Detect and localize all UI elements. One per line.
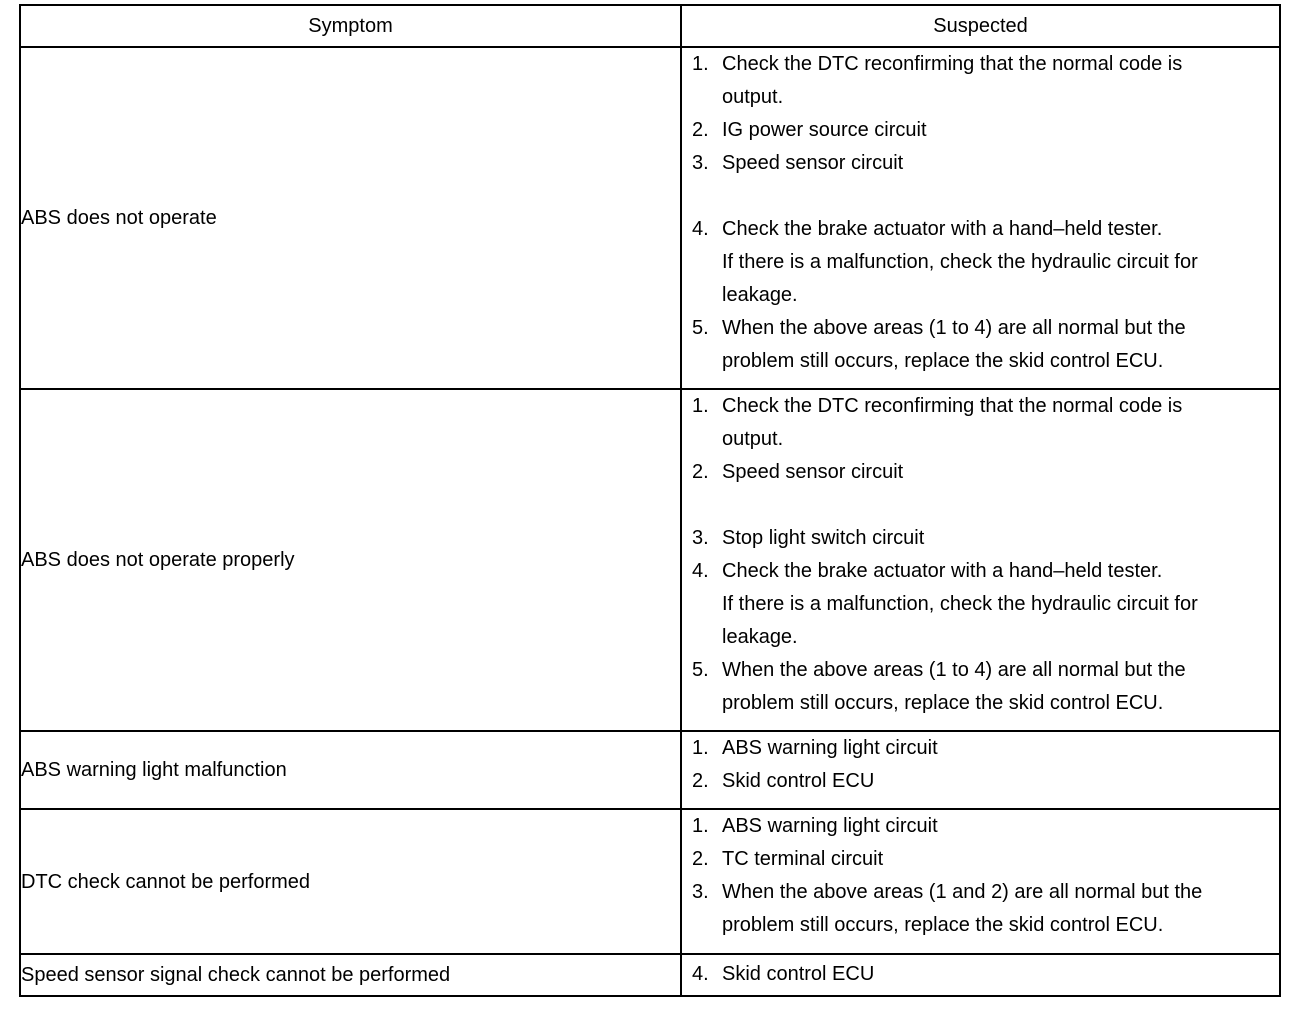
table-row bbox=[20, 731, 1280, 809]
item-text bbox=[722, 390, 1279, 456]
item-text bbox=[722, 810, 1279, 843]
item-line: problem still occurs, replace the skid control ECU. bbox=[722, 914, 1164, 936]
item-line: output. bbox=[722, 86, 784, 108]
suspected-list bbox=[682, 48, 1279, 378]
suspected-cell bbox=[681, 731, 1280, 809]
list-item bbox=[682, 390, 1279, 456]
symptom-cell: DTC check cannot be performed bbox=[20, 809, 681, 954]
header-suspected: Suspected bbox=[681, 5, 1280, 47]
list-item bbox=[682, 522, 1279, 555]
list-item bbox=[682, 147, 1279, 180]
item-line: Skid control ECU bbox=[722, 770, 875, 792]
item-text bbox=[722, 958, 1279, 991]
symptom-cell: ABS does not operate bbox=[20, 47, 681, 389]
item-line: Check the brake actuator with a hand–held tester. bbox=[722, 218, 1163, 240]
list-item bbox=[682, 555, 1279, 654]
item-number: 4. bbox=[692, 560, 709, 582]
symptom-cell: ABS warning light malfunction bbox=[20, 731, 681, 809]
item-text bbox=[722, 213, 1279, 312]
suspected-cell bbox=[681, 47, 1280, 389]
item-text bbox=[722, 522, 1279, 555]
item-line: Check the DTC reconfirming that the normal code is bbox=[722, 395, 1183, 417]
item-text bbox=[722, 765, 1279, 798]
item-text bbox=[722, 876, 1279, 942]
list-item bbox=[682, 765, 1279, 798]
suspected-cell bbox=[681, 389, 1280, 731]
item-number: 1. bbox=[692, 53, 709, 75]
item-number: 1. bbox=[692, 395, 709, 417]
item-number: 3. bbox=[692, 527, 709, 549]
item-number: 3. bbox=[692, 152, 709, 174]
item-number: 2. bbox=[692, 848, 709, 870]
item-line: ABS warning light circuit bbox=[722, 815, 938, 837]
item-line: When the above areas (1 and 2) are all normal but the bbox=[722, 881, 1203, 903]
item-line: If there is a malfunction, check the hydraulic circuit for bbox=[722, 593, 1198, 615]
item-text bbox=[722, 114, 1279, 147]
item-number: 3. bbox=[692, 881, 709, 903]
list-item bbox=[682, 312, 1279, 378]
item-text bbox=[722, 843, 1279, 876]
list-item bbox=[682, 213, 1279, 312]
item-line: Check the DTC reconfirming that the normal code is bbox=[722, 53, 1183, 75]
suspected-list bbox=[682, 732, 1279, 798]
item-text bbox=[722, 732, 1279, 765]
table-row bbox=[20, 809, 1280, 954]
header-symptom: Symptom bbox=[20, 5, 681, 47]
list-item bbox=[682, 732, 1279, 765]
item-line: IG power source circuit bbox=[722, 119, 927, 141]
item-text bbox=[722, 555, 1279, 654]
item-line: leakage. bbox=[722, 284, 798, 306]
symptom-cell: ABS does not operate properly bbox=[20, 389, 681, 731]
item-number: 4. bbox=[692, 218, 709, 240]
item-line: problem still occurs, replace the skid control ECU. bbox=[722, 692, 1164, 714]
item-line: leakage. bbox=[722, 626, 798, 648]
item-text bbox=[722, 48, 1279, 114]
list-item bbox=[682, 654, 1279, 720]
item-number: 1. bbox=[692, 815, 709, 837]
item-line: TC terminal circuit bbox=[722, 848, 884, 870]
item-number: 5. bbox=[692, 659, 709, 681]
item-number: 1. bbox=[692, 737, 709, 759]
item-text bbox=[722, 147, 1279, 180]
item-text bbox=[722, 654, 1279, 720]
table-row bbox=[20, 389, 1280, 731]
list-item bbox=[682, 48, 1279, 114]
item-text bbox=[722, 312, 1279, 378]
item-line: output. bbox=[722, 428, 784, 450]
header-row bbox=[20, 5, 1280, 47]
item-number: 4. bbox=[692, 963, 709, 985]
item-line: problem still occurs, replace the skid control ECU. bbox=[722, 350, 1164, 372]
item-number: 5. bbox=[692, 317, 709, 339]
list-item bbox=[682, 958, 1279, 991]
list-item bbox=[682, 810, 1279, 843]
suspected-list bbox=[682, 390, 1279, 720]
symptom-cell: Speed sensor signal check cannot be performed bbox=[20, 954, 681, 996]
table-row bbox=[20, 954, 1280, 996]
item-line: ABS warning light circuit bbox=[722, 737, 938, 759]
item-number: 2. bbox=[692, 461, 709, 483]
list-item bbox=[682, 876, 1279, 942]
suspected-list bbox=[682, 810, 1279, 942]
item-line: Stop light switch circuit bbox=[722, 527, 925, 549]
table-row bbox=[20, 47, 1280, 389]
item-line: Speed sensor circuit bbox=[722, 152, 904, 174]
item-line: Check the brake actuator with a hand–held tester. bbox=[722, 560, 1163, 582]
item-line: Speed sensor circuit bbox=[722, 461, 904, 483]
item-line: When the above areas (1 to 4) are all normal but the bbox=[722, 659, 1186, 681]
suspected-list bbox=[682, 958, 1279, 991]
item-line: When the above areas (1 to 4) are all normal but the bbox=[722, 317, 1186, 339]
item-number: 2. bbox=[692, 119, 709, 141]
item-text bbox=[722, 456, 1279, 489]
item-line: If there is a malfunction, check the hydraulic circuit for bbox=[722, 251, 1198, 273]
suspected-cell bbox=[681, 954, 1280, 996]
symptom-table bbox=[19, 4, 1281, 997]
item-line: Skid control ECU bbox=[722, 963, 875, 985]
item-number: 2. bbox=[692, 770, 709, 792]
list-item bbox=[682, 114, 1279, 147]
list-item bbox=[682, 843, 1279, 876]
suspected-cell bbox=[681, 809, 1280, 954]
list-item bbox=[682, 456, 1279, 489]
